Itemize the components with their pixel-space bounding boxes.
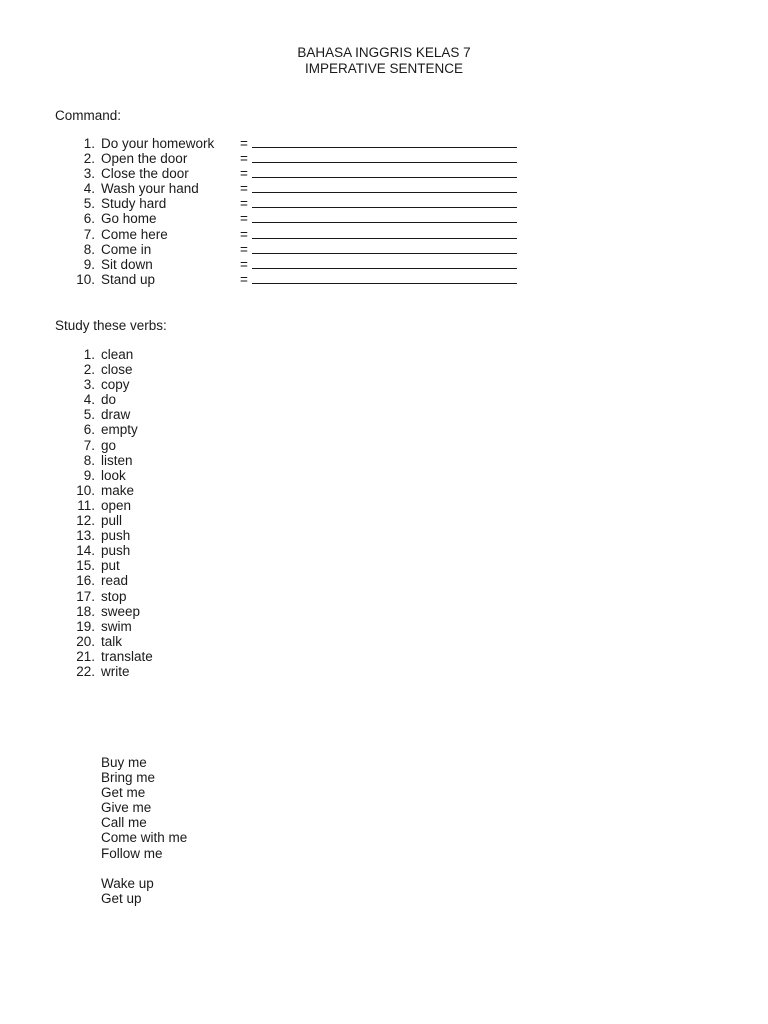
equals-sign: = [240,211,248,227]
command-item [0,166,600,181]
answer-field [240,136,517,151]
verb-item-number: 11. [77,497,95,513]
answer-blank-line [252,259,517,269]
verb-item [0,407,600,422]
verb-item-number: 19. [76,618,95,634]
verb-item [0,422,600,437]
answer-field [240,242,517,257]
verb-item [0,649,600,664]
answer-field [240,257,517,272]
equals-sign: = [240,136,248,151]
verb-item-text: open [101,497,132,513]
answer-blank-line [252,198,517,208]
command-item-text: Come in [101,241,152,257]
command-item-text: Do your homework [101,136,215,151]
verb-item-text: stop [101,588,127,604]
verb-item [0,558,600,573]
answer-field [240,151,517,166]
verb-item-text: pull [101,513,123,529]
phrase-item: Wake up [101,876,154,891]
command-item-text: Study hard [101,196,167,212]
verb-item [0,392,600,407]
verb-item [0,604,600,619]
answer-field [240,272,517,287]
verb-item [0,543,600,558]
verb-item-text: make [101,482,135,498]
verb-item-number: 21. [76,648,95,664]
verb-item [0,498,600,513]
verb-item-number: 13. [76,528,95,544]
verb-item-number: 4. [83,392,95,408]
verb-item-number: 5. [83,407,95,423]
command-item-text: Stand up [101,271,156,287]
answer-blank-line [252,244,517,254]
verb-item-number: 8. [83,452,95,468]
phrase-item: Give me [101,800,152,816]
answer-blank-line [252,229,517,239]
verb-item-text: sweep [101,603,141,619]
answer-blank-line [252,168,517,178]
verb-item-text: go [101,437,117,453]
verb-item-number: 16. [76,573,95,589]
command-item-number: 4. [83,181,95,197]
command-item [0,151,600,166]
phrase-item: Come with me [101,830,188,846]
answer-field [240,181,517,196]
command-item-number: 7. [83,226,95,242]
verb-item [0,634,600,649]
command-item-number: 10. [76,271,95,287]
verb-item-text: push [101,528,131,544]
command-item-number: 1. [83,136,95,151]
verb-item-number: 18. [76,603,95,619]
verb-item [0,438,600,453]
verb-item [0,347,600,362]
document-title-line-2: IMPERATIVE SENTENCE [304,61,464,76]
answer-field [240,166,517,181]
verb-item-text: read [101,573,129,589]
verb-item-text: look [101,467,126,483]
verb-item-number: 10. [76,482,95,498]
verb-item-number: 9. [83,467,95,483]
command-item [0,257,600,272]
command-item-number: 9. [83,256,95,272]
verb-item-number: 7. [83,437,95,453]
phrase-item: Follow me [101,845,163,861]
phrase-list-2 [101,876,154,906]
command-item-number: 2. [83,151,95,167]
answer-blank-line [252,138,517,148]
command-item-text: Come here [101,226,168,242]
command-item [0,242,600,257]
verb-item-text: write [101,663,130,679]
phrase-item: Bring me [101,770,156,786]
answer-blank-line [252,183,517,193]
equals-sign: = [240,166,248,182]
equals-sign: = [240,271,248,287]
equals-sign: = [240,151,248,167]
verb-item-text: empty [101,422,138,438]
verb-item [0,377,600,392]
verb-item-number: 1. [83,347,95,362]
command-item-number: 6. [83,211,95,227]
verb-item-number: 12. [76,513,95,529]
verb-item-text: copy [101,377,130,393]
answer-field [240,211,517,226]
verb-item-text: close [101,362,133,378]
verbs-heading: Study these verbs: [55,318,167,333]
answer-field [240,227,517,242]
command-item [0,211,600,226]
verb-item-text: put [101,558,120,574]
verb-item-number: 14. [76,543,95,559]
verb-list [0,347,600,679]
verb-item-text: push [101,543,131,559]
command-item [0,196,600,211]
command-item [0,181,600,196]
verb-item [0,589,600,604]
verb-item-text: do [101,392,117,408]
equals-sign: = [240,181,248,197]
phrase-item: Get me [101,785,146,801]
verb-item [0,619,600,634]
answer-blank-line [252,153,517,163]
command-item-text: Sit down [101,256,153,272]
equals-sign: = [240,226,248,242]
verb-item-text: swim [101,618,132,634]
document-title-line-1: BAHASA INGGRIS KELAS 7 [297,45,471,60]
equals-sign: = [240,256,248,272]
verb-item-number: 17. [76,588,95,604]
command-list [0,136,600,287]
phrase-item: Call me [101,815,147,831]
command-item-text: Go home [101,211,157,227]
verb-item [0,362,600,377]
phrase-item: Buy me [101,755,147,770]
answer-blank-line [252,274,517,284]
verb-item [0,468,600,483]
command-item [0,136,600,151]
verb-item-number: 6. [83,422,95,438]
command-item-number: 3. [83,166,95,182]
command-item-text: Wash your hand [101,181,199,197]
phrase-list-1 [101,755,187,861]
verb-item-number: 15. [76,558,95,574]
verb-item [0,664,600,679]
verb-item [0,573,600,588]
command-item-text: Open the door [101,151,188,167]
verb-item-text: draw [101,407,131,423]
command-item-number: 5. [83,196,95,212]
command-item-text: Close the door [101,166,189,182]
phrase-item: Get up [101,891,142,907]
equals-sign: = [240,196,248,212]
verb-item [0,453,600,468]
answer-blank-line [252,213,517,223]
verb-item-number: 22. [76,663,95,679]
verb-item-number: 20. [76,633,95,649]
verb-item [0,528,600,543]
verb-item-text: translate [101,648,153,664]
verb-item-text: clean [101,347,134,362]
command-item [0,272,600,287]
command-heading: Command: [55,108,122,123]
command-item-number: 8. [83,241,95,257]
equals-sign: = [240,241,248,257]
verb-item-text: talk [101,633,123,649]
command-item [0,227,600,242]
verb-item-number: 3. [83,377,95,393]
answer-field [240,196,517,211]
verb-item [0,513,600,528]
verb-item [0,483,600,498]
verb-item-number: 2. [83,362,95,378]
verb-item-text: listen [101,452,133,468]
